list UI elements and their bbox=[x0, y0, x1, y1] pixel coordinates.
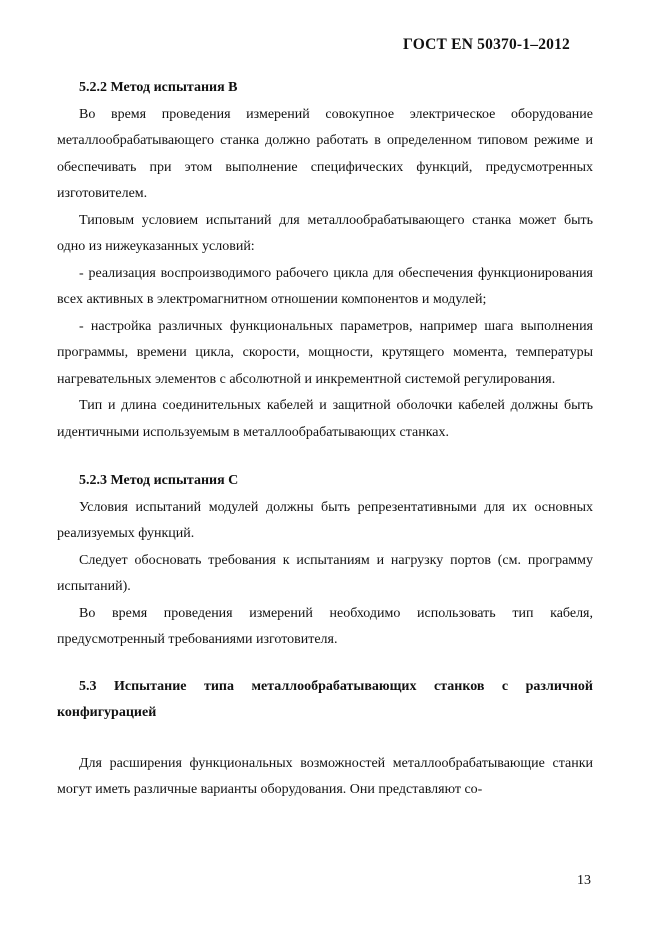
section-5-2-3-title: 5.2.3 Метод испытания C bbox=[79, 473, 239, 488]
list-item: - настройка различных функциональных параметров, например шага выполнения программы, времени цикла, скорости, мощности, крутящего момента, температуры нагревательных элементов с абсолютной и инкрементной системой регулирования. bbox=[57, 318, 593, 387]
section-5-2-2-title: 5.2.2 Метод испытания B bbox=[79, 80, 238, 95]
section-5-3-title: 5.3 Испытание типа металлообрабатывающих станков с различной конфигурацией bbox=[57, 678, 593, 720]
paragraph: Типовым условием испытаний для металлообрабатывающего станка может быть одно из нижеуказанных условий: bbox=[57, 212, 593, 254]
page-content bbox=[57, 75, 593, 804]
page-number: 13 bbox=[577, 873, 591, 888]
paragraph: Для расширения функциональных возможностей металлообрабатывающие станки могут иметь различные варианты оборудования. Они представляют со- bbox=[57, 755, 593, 797]
spacer bbox=[57, 654, 593, 674]
paragraph: Во время проведения измерений необходимо использовать тип кабеля, предусмотренный требованиями изготовителя. bbox=[57, 605, 593, 647]
spacer bbox=[57, 727, 593, 751]
spacer bbox=[57, 446, 593, 468]
standard-header: ГОСТ EN 50370-1–2012 bbox=[403, 36, 570, 53]
paragraph: Следует обосновать требования к испытаниям и нагрузку портов (см. программу испытаний). bbox=[57, 552, 593, 594]
paragraph: Условия испытаний модулей должны быть репрезентативными для их основных реализуемых функций. bbox=[57, 499, 593, 541]
list-item: - реализация воспроизводимого рабочего цикла для обеспечения функционирования всех активных в электромагнитном отношении компонентов и модулей; bbox=[57, 265, 593, 307]
paragraph: Тип и длина соединительных кабелей и защитной оболочки кабелей должны быть идентичными используемым в металлообрабатывающих станках. bbox=[57, 398, 593, 440]
paragraph: Во время проведения измерений совокупное электрическое оборудование металлообрабатывающего станка должно работать в определенном типовом режиме и обеспечивать при этом выполнение специфических функций, предусмотренных изготовителем. bbox=[57, 106, 593, 201]
